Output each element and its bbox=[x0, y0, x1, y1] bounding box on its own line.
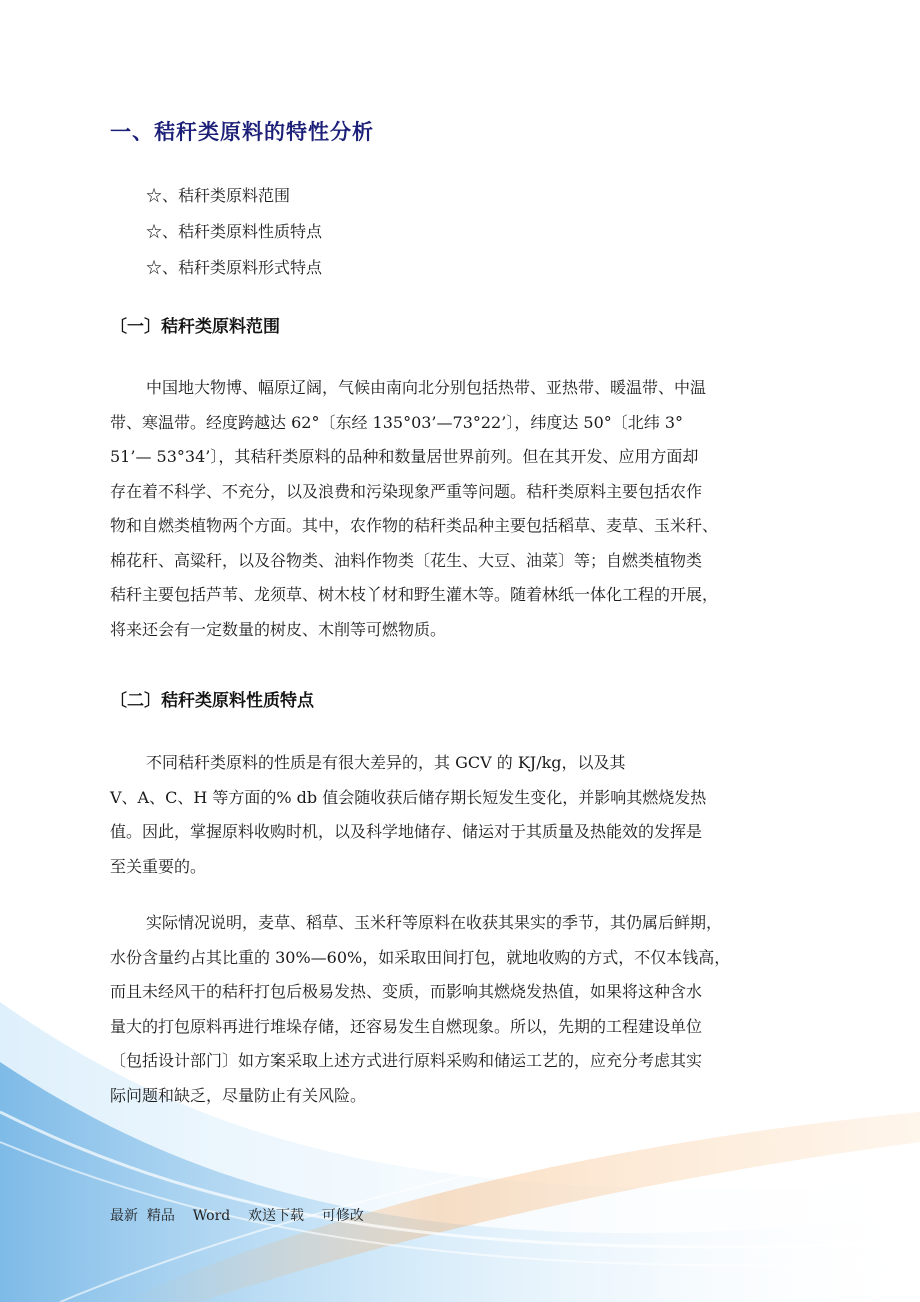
section2-title: 〔二〕秸秆类原料性质特点 bbox=[110, 691, 314, 711]
text-line: 至关重要的。 bbox=[110, 856, 207, 876]
section2-paragraph-2 bbox=[110, 906, 830, 1113]
page-heading: 一、秸秆类原料的特性分析 bbox=[110, 120, 374, 144]
section1-title: 〔一〕秸秆类原料范围 bbox=[110, 317, 280, 337]
text-line: 值。因此，掌握原料收购时机，以及科学地储存、储运对于其质量及热能效的发挥是 bbox=[110, 822, 703, 841]
text-line: 带、寒温带。经度跨越达 62°〔东经 135°03’—73°22’〕，纬度达 50°〔北纬 3° bbox=[110, 412, 684, 432]
toc-item: ☆、秸秆类原料性质特点 bbox=[146, 222, 323, 241]
text-line: 〔包括设计部门〕如方案采取上述方式进行原料采购和储运工艺的，应充分考虑其实 bbox=[110, 1051, 703, 1070]
text-line: 物和自燃类植物两个方面。其中，农作物的秸秆类品种主要包括稻草、麦草、玉米秆、 bbox=[110, 516, 719, 535]
toc-list bbox=[146, 178, 322, 286]
text-line: 将来还会有一定数量的树皮、木削等可燃物质。 bbox=[110, 619, 447, 639]
toc-item: ☆、秸秆类原料形式特点 bbox=[146, 258, 323, 277]
text-line: 实际情况说明，麦草、稻草、玉米秆等原料在收获其果实的季节，其仍属后鲜期， bbox=[146, 913, 723, 932]
toc-item: ☆、秸秆类原料范围 bbox=[146, 186, 291, 205]
text-line: 中国地大物博、幅原辽阔，气候由南向北分别包括热带、亚热带、暖温带、中温 bbox=[146, 378, 707, 397]
text-line: 不同秸秆类原料的性质是有很大差异的，其 GCV 的 KJ/kg，以及其 bbox=[146, 753, 626, 772]
text-line: 秸秆主要包括芦苇、龙须草、树木枝丫材和野生灌木等。随着林纸一体化工程的开展， bbox=[110, 585, 719, 604]
text-line: 51’— 53°34’〕，其秸秆类原料的品种和数量居世界前列。但在其开发、应用方面却 bbox=[110, 447, 699, 466]
text-line: 际问题和缺乏，尽量防止有关风险。 bbox=[110, 1085, 367, 1105]
text-line: 水份含量约占其比重的 30%—60%，如采取田间打包，就地收购的方式，不仅本钱高， bbox=[110, 947, 731, 967]
section2-paragraph-1 bbox=[110, 746, 830, 884]
text-line: 存在着不科学、不充分，以及浪费和污染现象严重等问题。秸秆类原料主要包括农作 bbox=[110, 481, 703, 501]
page-footer: 最新 精品 Word 欢送下载 可修改 bbox=[110, 1208, 364, 1224]
text-line: 量大的打包原料再进行堆垛存储，还容易发生自燃现象。所以，先期的工程建设单位 bbox=[110, 1016, 703, 1036]
section1-paragraph bbox=[110, 371, 830, 647]
text-line: 棉花秆、高粱秆，以及谷物类、油料作物类〔花生、大豆、油菜〕等；自燃类植物类 bbox=[110, 550, 703, 570]
text-line: 而且未经风干的秸秆打包后极易发热、变质，而影响其燃烧发热值，如果将这种含水 bbox=[110, 982, 703, 1001]
text-line: V、A、C、H 等方面的% db 值会随收获后储存期长短发生变化，并影响其燃烧发热 bbox=[110, 787, 707, 807]
